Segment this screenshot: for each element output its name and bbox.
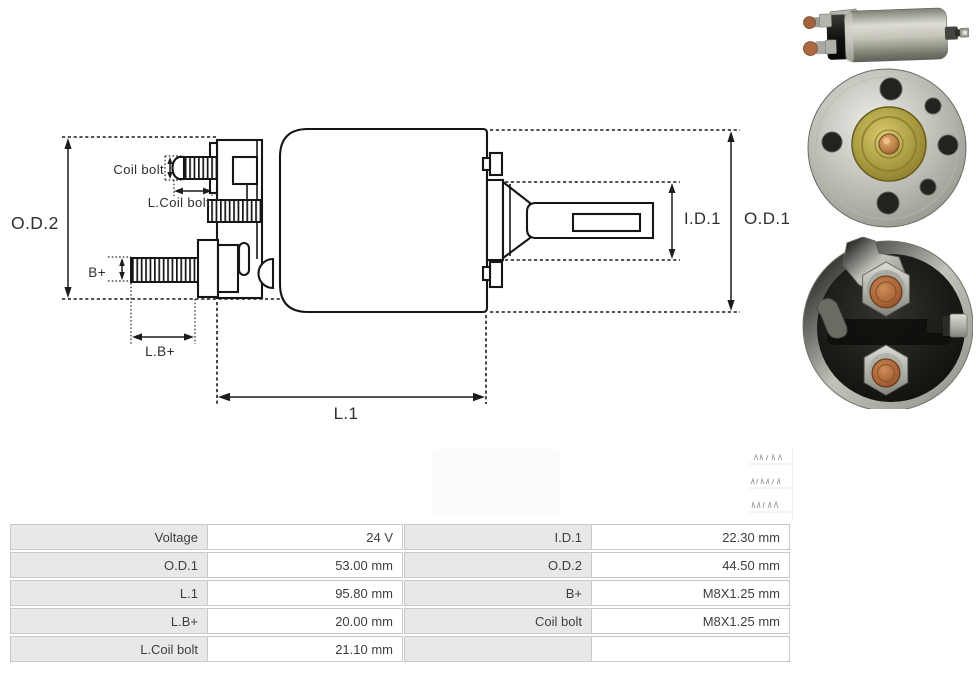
b-plus-label: B+ bbox=[88, 265, 106, 280]
plunger-shaft-outline bbox=[483, 153, 653, 287]
spec-label-cell: Coil bolt bbox=[404, 608, 592, 634]
od1-label: O.D.1 bbox=[744, 209, 791, 228]
photo2-copper-pin bbox=[879, 134, 899, 154]
spec-value-cell: 44.50 mm bbox=[592, 552, 790, 578]
photo1-copper-terminal-bottom bbox=[803, 41, 817, 55]
l-coil-bolt-label: L.Coil bolt bbox=[147, 195, 210, 210]
spec-value-cell: 95.80 mm bbox=[208, 580, 403, 606]
spec-label-cell: Voltage bbox=[10, 524, 208, 550]
spec-table-left bbox=[10, 524, 403, 662]
photo1-cylinder bbox=[844, 8, 948, 63]
photo3-top-copper-terminal bbox=[870, 276, 902, 308]
spec-label-cell: O.D.1 bbox=[10, 552, 208, 578]
solenoid-flange-face-photo bbox=[803, 62, 973, 234]
spec-value-cell: 22.30 mm bbox=[592, 524, 790, 550]
spec-value-cell: 24 V bbox=[208, 524, 403, 550]
spec-value-cell: 53.00 mm bbox=[208, 552, 403, 578]
photo1-shaft-eyelet bbox=[962, 31, 967, 35]
coil-bolt-label: Coil bolt bbox=[113, 162, 164, 177]
faint-watermark-blob bbox=[432, 449, 560, 515]
spec-label-cell: L.1 bbox=[10, 580, 208, 606]
od2-label: O.D.2 bbox=[11, 213, 59, 233]
spec-value-cell: 20.00 mm bbox=[208, 608, 403, 634]
spec-table-right bbox=[404, 524, 790, 662]
l-b-plus-label: L.B+ bbox=[145, 344, 175, 359]
spec-label-cell: B+ bbox=[404, 580, 592, 606]
spec-label-cell: L.Coil bolt bbox=[10, 636, 208, 662]
photo1-copper-terminal-top bbox=[803, 16, 815, 28]
spec-value-cell: M8X1.25 mm bbox=[592, 580, 790, 606]
id1-label: I.D.1 bbox=[684, 210, 721, 228]
solenoid-body-outline bbox=[280, 129, 487, 312]
solenoid-terminal-cap-photo bbox=[787, 237, 973, 409]
faint-watermark-text bbox=[744, 448, 793, 520]
spec-label-cell: L.B+ bbox=[10, 608, 208, 634]
spec-value-cell: M8X1.25 mm bbox=[592, 608, 790, 634]
photo3-right-nut bbox=[950, 314, 967, 337]
solenoid-side-view-photo bbox=[797, 6, 969, 64]
spec-label-cell: O.D.2 bbox=[404, 552, 592, 578]
spec-value-cell: 21.10 mm bbox=[208, 636, 403, 662]
spec-label-cell bbox=[404, 636, 592, 662]
l1-label: L.1 bbox=[333, 404, 359, 423]
photo3-bottom-copper-terminal bbox=[872, 359, 900, 387]
spec-value-cell bbox=[592, 636, 790, 662]
spec-label-cell: I.D.1 bbox=[404, 524, 592, 550]
watermark-scribbles bbox=[744, 448, 792, 520]
